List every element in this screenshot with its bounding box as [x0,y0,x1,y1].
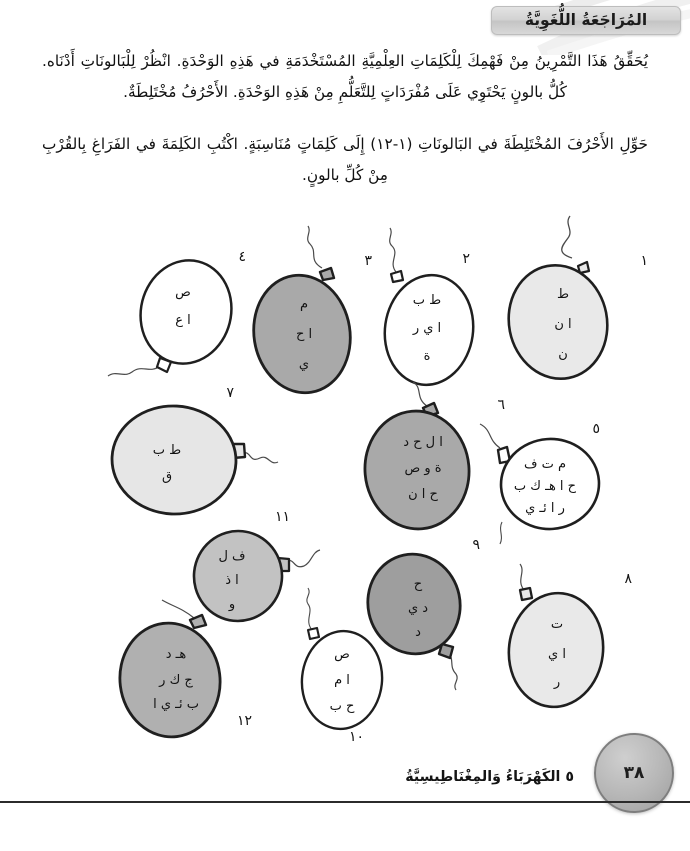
unit-title: ٥ الكَهْرَبَاءُ وَالمِغْنَاطِيسِيَّةُ [405,769,574,785]
balloon-1-row-1: ط [556,287,570,302]
balloon-11-row-3: و [228,597,236,612]
instruction-paragraph-1: يُحَقِّقُ هَذَا التَّمْرِينُ مِنْ فَهْمِكَ لِلْكَلِمَاتِ العِلْمِيَّةِ المُسْتَخْدَمَةِ في هَذِهِ الوَحْدَةِ. انْظُرْ لِلْبَالونَاتِ أَدْنَاه. كُلُّ بالونٍ يَحْتَوِي عَلَى مُفْرَدَاتٍ لِلتَّعَلُّمِ مِنْ هَذِهِ الوَحْدَةِ. الأَحْرُفُ مُخْتَلِطَةٌ. [42,52,648,102]
balloon-1[interactable] [504,250,648,372]
balloon-1-row-2: ا ن [554,317,572,332]
balloon-6[interactable] [361,397,505,530]
balloon-7[interactable] [108,385,258,526]
balloon-4[interactable] [128,249,246,380]
balloon-5-row-2: ح ا هـ ك ب [513,479,577,494]
balloon-11-row-1: ف ل [218,549,246,564]
balloon-2-row-2: ا ي ر [412,321,442,336]
balloon-2[interactable] [374,251,480,378]
balloon-10-row-1: ص [334,647,350,662]
balloon-5-number: ٥ [592,421,600,437]
balloon-10-row-2: ا م [334,673,350,688]
balloon-4-row-2: ا ع [175,313,191,328]
balloon-7-row-1: ط ب [152,443,182,458]
instructions-block [42,46,648,191]
balloon-3-number: ٣ [364,253,372,269]
balloon-5-row-3: ر ا ئـ ي [525,501,565,516]
balloon-2-row-1: ط ب [412,293,442,308]
balloon-4-number: ٤ [238,249,246,265]
balloon-7-number: ٧ [226,385,234,401]
section-title-badge [491,6,681,35]
balloon-7-row-2: ق [161,469,173,484]
balloon-8[interactable] [498,571,632,702]
page-footer [0,743,690,803]
balloon-6-row-3: ح ا ن [408,487,438,502]
balloon-8-row-2: ا ي [548,647,566,662]
balloon-1-number: ١ [640,253,648,269]
balloon-6-row-1: ا ل ح د [403,435,443,450]
balloon-8-row-3: ر [553,675,561,690]
balloon-11-row-2: ا ذ [225,573,239,588]
balloon-4-row-1: ص [175,285,191,300]
page-number: ٣٨ [623,763,645,783]
balloon-3-row-3: ي [298,357,310,372]
balloon-2-row-3: ة [423,349,431,364]
balloon-9-row-2: د ي [407,601,429,616]
balloon-12-row-2: ج ك ر [159,673,193,688]
balloon-exercise-area [0,236,690,746]
balloon-5[interactable] [482,421,608,536]
balloon-12-number: ١٢ [236,713,252,729]
page-header [0,0,690,44]
balloon-12-row-1: هـ د [165,647,187,662]
balloon-9-row-3: د [415,625,421,640]
balloon-3[interactable] [248,253,372,386]
balloon-8-number: ٨ [624,571,632,587]
footer-divider [0,801,690,803]
balloon-8-row-1: ت [550,617,564,632]
instruction-paragraph-2: حَوِّلِ الأَحْرُفَ المُخْتَلِطَةَ في البَالونَاتِ (١-١٢) إِلَى كَلِمَاتٍ مُنَاسِبَةٍ. اكْتُبِ الكَلِمَةَ في الفَرَاغِ بِالقُرْبِ مِنْ كُلِّ بالونٍ. [42,135,648,185]
balloon-3-row-2: ا ح [295,327,313,342]
balloon-6-number: ٦ [497,397,505,413]
balloon-1-row-3: ن [558,347,568,362]
balloon-12-row-3: ب ئـ ي ا [153,697,199,712]
section-title-text: المُرَاجَعَةُ اللُّغَوِيَّةُ [524,10,648,29]
balloon-9-row-1: ح [413,577,423,592]
balloon-6-row-2: ة و ص [404,461,442,476]
balloon-9-number: ٩ [472,537,480,553]
balloon-10-row-3: ح ب [329,699,355,714]
balloon-10[interactable] [292,618,392,745]
balloon-5-row-1: م ت ف [523,457,567,472]
balloon-12[interactable] [114,606,252,730]
balloon-10-number: ١٠ [348,729,364,745]
balloon-2-number: ٢ [462,251,470,267]
balloon-11-number: ١١ [274,509,290,525]
balloon-3-row-1: م [299,297,309,312]
